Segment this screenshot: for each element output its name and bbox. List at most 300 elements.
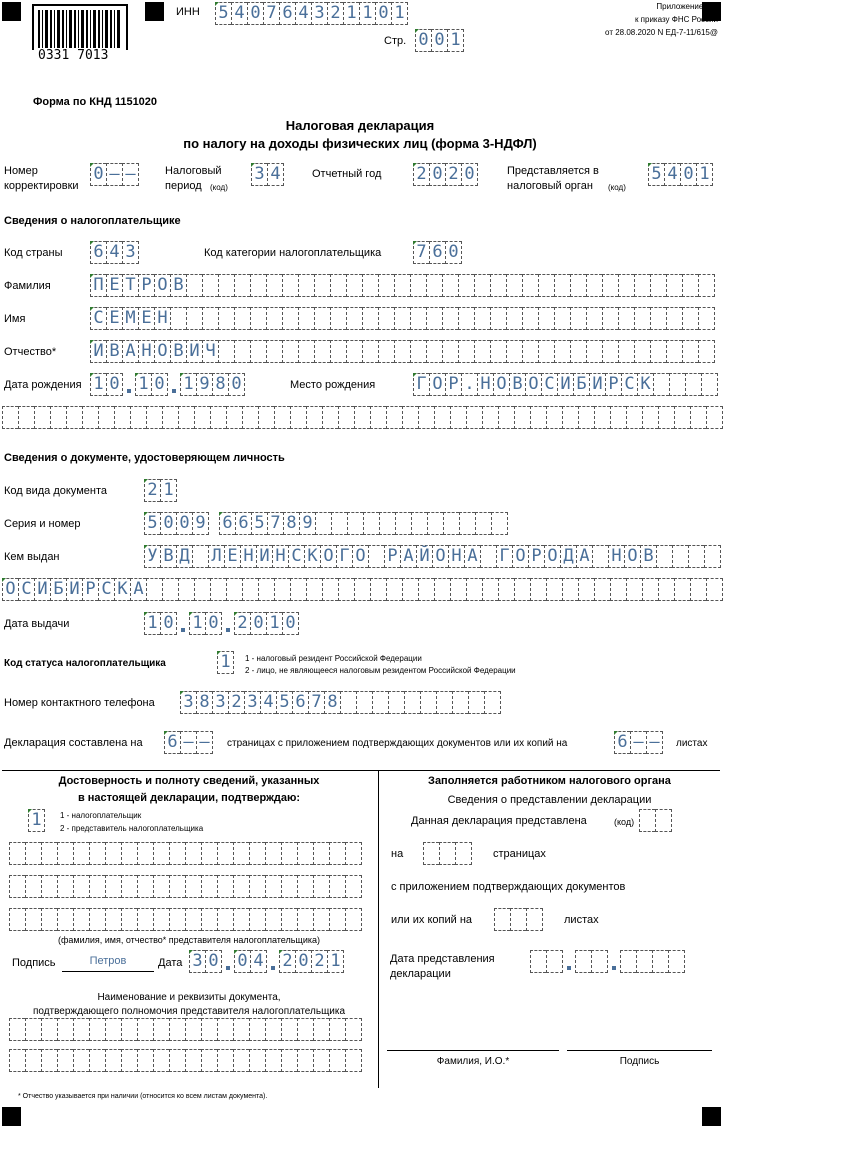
char-cell: 5 — [144, 512, 160, 535]
char-cell — [666, 274, 682, 297]
char-cell — [546, 578, 562, 601]
char-cell — [594, 578, 610, 601]
char-cell — [530, 406, 546, 429]
sign-date-field[interactable] — [189, 950, 344, 973]
confirm-title-line-1: Достоверность и полноту сведений, указанных — [58, 775, 320, 787]
char-cell — [570, 307, 586, 330]
issued-by-field[interactable] — [144, 545, 721, 568]
char-cell: 5 — [251, 512, 267, 535]
char-cell — [626, 406, 642, 429]
char-cell — [217, 908, 233, 931]
char-cell — [356, 691, 372, 714]
char-cell — [169, 1018, 185, 1041]
char-cell — [169, 875, 185, 898]
char-cell — [9, 908, 25, 931]
char-cell: Т — [122, 274, 138, 297]
char-cell — [423, 842, 439, 865]
char-cell — [250, 307, 266, 330]
char-cell: 1 — [144, 612, 160, 635]
char-cell — [345, 875, 362, 898]
char-cell — [266, 274, 282, 297]
document-section-title: Сведения о документе, удостоверяющем личность — [4, 452, 285, 464]
char-cell: О — [154, 274, 170, 297]
office-date-label-2: декларации — [390, 968, 451, 980]
char-cell — [314, 274, 330, 297]
char-cell: А — [464, 545, 480, 568]
char-cell — [639, 809, 655, 832]
char-cell — [418, 578, 434, 601]
char-cell — [233, 842, 249, 865]
char-cell — [18, 406, 34, 429]
char-cell — [420, 691, 436, 714]
char-cell: 7 — [413, 241, 429, 264]
char-cell: В — [160, 545, 176, 568]
char-cell: О — [544, 545, 560, 568]
char-cell — [634, 274, 650, 297]
char-cell — [370, 578, 386, 601]
char-cell: С — [288, 545, 304, 568]
char-cell — [655, 809, 672, 832]
pages-label-end: листах — [676, 738, 708, 749]
char-cell — [434, 578, 450, 601]
char-cell: О — [320, 545, 336, 568]
char-cell — [394, 274, 410, 297]
lower-divider-horizontal — [2, 770, 720, 771]
surname-field[interactable] — [90, 274, 715, 297]
char-cell — [475, 512, 491, 535]
char-cell — [591, 950, 608, 973]
char-cell: . — [461, 373, 477, 396]
attachments-count-field[interactable] — [614, 731, 663, 754]
char-cell — [153, 875, 169, 898]
char-cell: 3 — [189, 950, 205, 973]
char-cell — [233, 908, 249, 931]
char-cell: 1 — [217, 651, 234, 674]
char-cell — [506, 340, 522, 363]
char-cell — [282, 274, 298, 297]
phone-field[interactable] — [180, 691, 501, 714]
char-cell: 0 — [375, 2, 391, 25]
char-cell — [368, 545, 384, 568]
char-cell — [25, 1049, 41, 1072]
period-field[interactable] — [251, 163, 284, 186]
submitted-code-label: (код) — [614, 817, 635, 827]
char-cell — [274, 578, 290, 601]
char-cell — [458, 340, 474, 363]
office-sheets-field[interactable] — [494, 908, 543, 931]
char-cell — [410, 307, 426, 330]
char-cell: О — [429, 373, 445, 396]
char-cell — [146, 406, 162, 429]
char-cell — [379, 512, 395, 535]
char-cell — [331, 512, 347, 535]
char-cell — [192, 545, 208, 568]
char-cell — [474, 340, 490, 363]
char-cell — [274, 406, 290, 429]
char-cell — [281, 1018, 297, 1041]
char-cell — [194, 578, 210, 601]
char-cell: 2 — [228, 691, 244, 714]
status-option-1: 1 - налоговый резидент Российской Федерации — [245, 654, 422, 663]
char-cell: 0 — [429, 163, 445, 186]
char-cell — [297, 908, 313, 931]
representative-caption: (фамилия, имя, отчество* представителя налогоплательщика) — [57, 935, 321, 945]
char-cell — [297, 1049, 313, 1072]
char-cell — [362, 307, 378, 330]
char-cell — [153, 908, 169, 931]
char-cell — [41, 1018, 57, 1041]
tax-office-title: Заполняется работником налогового органа — [428, 775, 671, 787]
char-cell — [210, 406, 226, 429]
char-cell — [306, 406, 322, 429]
char-cell — [345, 842, 362, 865]
char-cell — [346, 340, 362, 363]
char-cell: 0 — [282, 612, 299, 635]
char-cell — [114, 406, 130, 429]
char-cell — [226, 406, 242, 429]
char-cell: Ч — [202, 340, 218, 363]
char-cell: 1 — [266, 612, 282, 635]
char-cell: 4 — [267, 163, 284, 186]
char-cell — [410, 340, 426, 363]
char-cell — [439, 842, 455, 865]
char-cell — [73, 875, 89, 898]
pages-count-field[interactable] — [164, 731, 213, 754]
char-cell: 1 — [391, 2, 408, 25]
correction-field[interactable] — [90, 163, 139, 186]
char-cell — [121, 908, 137, 931]
char-cell — [570, 274, 586, 297]
char-cell — [538, 307, 554, 330]
char-cell — [510, 908, 526, 931]
page-number-field[interactable] — [415, 29, 464, 52]
char-cell — [57, 842, 73, 865]
char-cell — [201, 908, 217, 931]
char-cell — [281, 908, 297, 931]
char-cell: 8 — [212, 373, 228, 396]
char-cell — [402, 406, 418, 429]
char-cell — [688, 545, 704, 568]
char-cell — [313, 842, 329, 865]
char-cell — [690, 578, 706, 601]
char-cell — [217, 842, 233, 865]
char-cell — [41, 842, 57, 865]
char-cell — [354, 578, 370, 601]
char-cell: С — [541, 373, 557, 396]
char-cell: Р — [528, 545, 544, 568]
char-cell — [105, 908, 121, 931]
char-cell: Г — [496, 545, 512, 568]
char-cell — [610, 578, 626, 601]
char-cell: И — [90, 340, 106, 363]
char-cell — [682, 340, 698, 363]
char-cell — [178, 406, 194, 429]
char-cell: О — [525, 373, 541, 396]
char-cell — [57, 875, 73, 898]
issued-by-field-line-2[interactable] — [2, 578, 723, 601]
char-cell: 1 — [447, 29, 464, 52]
char-cell — [538, 274, 554, 297]
char-cell: – — [180, 731, 196, 754]
char-cell — [442, 307, 458, 330]
char-cell — [170, 307, 186, 330]
char-cell — [226, 578, 242, 601]
char-cell: 3 — [122, 241, 139, 264]
char-cell: 3 — [311, 2, 327, 25]
char-cell: 0 — [228, 373, 245, 396]
char-cell — [530, 578, 546, 601]
authority-field[interactable] — [648, 163, 713, 186]
footnote: * Отчество указывается при наличии (относится ко всем листам документа). — [18, 1093, 268, 1100]
representative-name-line-2[interactable] — [9, 875, 362, 898]
char-cell — [105, 842, 121, 865]
char-cell — [121, 842, 137, 865]
issued-by-label: Кем выдан — [4, 551, 60, 563]
char-cell — [265, 908, 281, 931]
char-cell: 6 — [164, 731, 180, 754]
char-cell: Р — [384, 545, 400, 568]
char-cell — [258, 578, 274, 601]
char-cell — [685, 373, 701, 396]
status-label: Код статуса налогоплательщика — [4, 658, 166, 669]
char-cell: Г — [336, 545, 352, 568]
char-cell: И — [557, 373, 573, 396]
period-label-2: период — [165, 180, 202, 192]
char-cell: Р — [138, 274, 154, 297]
pages-label-middle: страницах с приложением подтверждающих документов или их копий на — [227, 738, 568, 749]
char-cell — [388, 691, 404, 714]
char-cell — [329, 1049, 345, 1072]
char-cell — [266, 307, 282, 330]
char-cell — [298, 274, 314, 297]
char-cell — [658, 406, 674, 429]
char-cell — [25, 842, 41, 865]
char-cell — [41, 1049, 57, 1072]
char-cell — [602, 274, 618, 297]
char-cell — [25, 1018, 41, 1041]
char-cell: – — [196, 731, 213, 754]
on-label: на — [391, 848, 404, 860]
doc-type-field[interactable] — [144, 479, 177, 502]
name-field[interactable] — [90, 307, 715, 330]
appendix-line-3: от 28.08.2020 N ЕД-7-11/615@ — [605, 28, 718, 37]
confirm-title-line-2: в настоящей декларации, подтверждаю: — [77, 792, 301, 804]
authority-label-code: (код) — [608, 183, 626, 192]
title-line-2: по налогу на доходы физических лиц (форма 3-НДФЛ) — [183, 136, 537, 151]
patronymic-field[interactable] — [90, 340, 715, 363]
char-cell — [669, 373, 685, 396]
char-cell — [306, 578, 322, 601]
char-cell — [650, 307, 666, 330]
char-cell: 6 — [614, 731, 630, 754]
patronymic-label: Отчество* — [4, 346, 57, 358]
issue-date-field[interactable] — [144, 612, 299, 635]
char-cell — [137, 842, 153, 865]
char-cell: 3 — [212, 691, 228, 714]
char-cell — [281, 842, 297, 865]
char-cell — [185, 1049, 201, 1072]
char-cell — [372, 691, 388, 714]
correction-label-1: Номер — [4, 165, 38, 177]
char-cell: С — [90, 307, 106, 330]
char-cell — [442, 274, 458, 297]
char-cell — [701, 373, 718, 396]
char-cell: 0 — [90, 163, 106, 186]
char-cell — [434, 406, 450, 429]
inn-field[interactable] — [215, 2, 408, 25]
char-cell — [698, 340, 715, 363]
char-cell: М — [122, 307, 138, 330]
char-cell: 1 — [28, 809, 45, 832]
char-cell — [480, 545, 496, 568]
char-cell — [618, 340, 634, 363]
tax-office-subtitle: Сведения о представлении декларации — [447, 794, 652, 806]
birth-date-field[interactable] — [90, 373, 245, 396]
char-cell — [672, 545, 688, 568]
char-cell: 2 — [445, 163, 461, 186]
char-cell — [57, 908, 73, 931]
char-cell — [249, 1018, 265, 1041]
char-cell — [498, 406, 514, 429]
appendix-line-1: Приложение N 1 — [656, 2, 718, 11]
confirm-option-1: 1 - налогоплательщик — [60, 811, 142, 820]
char-cell — [634, 340, 650, 363]
char-cell — [602, 340, 618, 363]
char-cell — [169, 1049, 185, 1072]
phone-label: Номер контактного телефона — [4, 697, 155, 709]
char-cell — [490, 274, 506, 297]
char-cell — [290, 578, 306, 601]
char-cell — [34, 406, 50, 429]
char-cell — [340, 691, 356, 714]
authority-doc-line-1[interactable] — [9, 1018, 362, 1041]
char-cell — [242, 406, 258, 429]
char-cell: С — [18, 578, 34, 601]
office-pages-field[interactable] — [423, 842, 472, 865]
char-cell: Л — [208, 545, 224, 568]
char-cell: Е — [106, 307, 122, 330]
char-cell: 1 — [180, 373, 196, 396]
char-cell: Е — [106, 274, 122, 297]
char-cell: Е — [224, 545, 240, 568]
char-cell — [459, 512, 475, 535]
char-cell: 2 — [327, 2, 343, 25]
series-number-field[interactable] — [144, 512, 508, 535]
series-label: Серия и номер — [4, 518, 81, 530]
char-cell: О — [432, 545, 448, 568]
char-cell — [652, 950, 668, 973]
year-field[interactable] — [413, 163, 478, 186]
authority-doc-line-2[interactable] — [9, 1049, 362, 1072]
char-cell — [290, 406, 306, 429]
char-cell — [466, 406, 482, 429]
char-cell — [450, 406, 466, 429]
char-cell — [562, 406, 578, 429]
status-field[interactable] — [217, 651, 234, 674]
with-docs-label: с приложением подтверждающих документов — [391, 881, 626, 893]
char-cell — [586, 307, 602, 330]
corner-marker-bottom-right — [702, 1107, 721, 1126]
char-cell — [25, 908, 41, 931]
char-cell — [578, 406, 594, 429]
office-date-field[interactable] — [530, 950, 685, 973]
signature-line — [62, 971, 154, 972]
char-cell — [666, 340, 682, 363]
char-cell: 5 — [276, 691, 292, 714]
representative-name-line-1[interactable] — [9, 842, 362, 865]
char-cell — [185, 875, 201, 898]
char-cell — [690, 406, 706, 429]
char-cell: 6 — [429, 241, 445, 264]
char-cell — [674, 578, 690, 601]
char-cell — [185, 842, 201, 865]
char-cell — [41, 875, 57, 898]
char-cell — [514, 578, 530, 601]
char-cell — [315, 512, 331, 535]
category-field[interactable] — [413, 241, 462, 264]
representative-name-line-3[interactable] — [9, 908, 362, 931]
birth-place-field[interactable] — [413, 373, 718, 396]
char-cell — [394, 340, 410, 363]
confirm-field[interactable] — [28, 809, 45, 832]
char-cell — [73, 842, 89, 865]
char-cell — [297, 842, 313, 865]
char-cell: О — [493, 373, 509, 396]
char-cell: – — [646, 731, 663, 754]
char-cell — [426, 340, 442, 363]
birth-place-field-line-2[interactable] — [2, 406, 723, 429]
char-cell: 0 — [205, 612, 222, 635]
char-cell — [329, 908, 345, 931]
char-cell — [121, 875, 137, 898]
char-cell: К — [304, 545, 320, 568]
char-cell — [82, 406, 98, 429]
country-field[interactable] — [90, 241, 139, 264]
char-cell — [186, 274, 202, 297]
char-cell — [218, 307, 234, 330]
char-cell — [265, 1018, 281, 1041]
char-cell — [153, 842, 169, 865]
char-cell — [546, 406, 562, 429]
office-signature-label: Подпись — [619, 1056, 660, 1067]
char-cell: 0 — [176, 512, 192, 535]
char-cell — [265, 1049, 281, 1072]
page-label: Стр. — [384, 35, 407, 47]
char-cell — [650, 274, 666, 297]
char-cell — [474, 307, 490, 330]
char-cell: Н — [477, 373, 493, 396]
submitted-code-field[interactable] — [639, 809, 672, 832]
char-cell — [378, 340, 394, 363]
char-cell: 4 — [664, 163, 680, 186]
char-cell: 0 — [160, 612, 177, 635]
char-cell: 0 — [250, 612, 266, 635]
char-cell: 0 — [160, 512, 176, 535]
char-cell: 3 — [251, 163, 267, 186]
char-cell — [602, 307, 618, 330]
char-cell: 1 — [160, 479, 177, 502]
char-cell — [266, 340, 282, 363]
doc-title-line-2: подтверждающего полномочия представителя налогоплательщика — [32, 1006, 346, 1017]
char-cell — [410, 274, 426, 297]
signature-value: Петров — [89, 955, 127, 967]
char-cell: 4 — [260, 691, 276, 714]
char-cell — [442, 340, 458, 363]
char-cell: А — [122, 340, 138, 363]
char-cell: П — [90, 274, 106, 297]
char-cell — [386, 578, 402, 601]
char-cell — [242, 578, 258, 601]
